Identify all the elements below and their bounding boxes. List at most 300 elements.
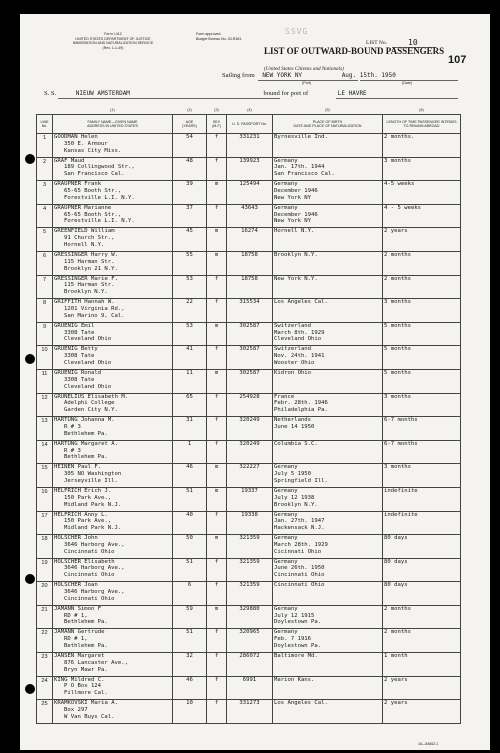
- birth-cell: [273, 322, 383, 346]
- age-value: 54: [186, 134, 193, 140]
- address-line: 91 Church Str.,: [64, 235, 115, 242]
- address-line: 305 NO Washington: [64, 471, 122, 478]
- length-cell: [383, 322, 461, 346]
- length-cell: [383, 299, 461, 323]
- passport-number: 19337: [241, 487, 258, 494]
- line-number: 21: [41, 606, 48, 613]
- line-number: 16: [41, 488, 48, 495]
- address-line: 3646 Harborg Ave.,: [64, 589, 125, 596]
- address-line: Brooklyn 21 N.Y.: [64, 265, 118, 272]
- line-number: 17: [41, 512, 48, 519]
- length-value: 2 months: [384, 605, 411, 612]
- name-address-cell: [53, 228, 173, 252]
- birth-cell: [273, 157, 383, 181]
- binder-hole: [25, 354, 35, 364]
- line-number: 8: [42, 300, 47, 307]
- name-address-cell: [53, 676, 173, 700]
- birth-line: July 5 1950: [274, 471, 312, 478]
- length-value: 4 - 5 weeks: [384, 204, 422, 211]
- birth-line: Germany: [274, 605, 298, 612]
- sailing-date: Aug. 15th. 1950: [341, 72, 396, 79]
- length-value: 3 months: [384, 393, 411, 400]
- sex-cell: [207, 369, 227, 393]
- birth-line: Germany: [274, 535, 298, 542]
- length-value: 5 months: [384, 346, 411, 353]
- birth-cell: [273, 417, 383, 441]
- table-row: [37, 299, 461, 323]
- port-caption: (Port): [302, 81, 311, 85]
- address-line: 115 Harman Str.: [64, 258, 115, 265]
- passenger-name: GRESSINGER Harry W.: [54, 251, 118, 258]
- address-line: Jerseyville Ill.: [64, 477, 118, 484]
- age-cell: [173, 417, 207, 441]
- birth-line: Germany: [274, 464, 298, 471]
- age-value: 51: [186, 629, 193, 636]
- col-header-name: FAMILY NAME—GIVEN NAME ADDRESS IN UNITED STATES: [53, 115, 173, 134]
- name-address-cell: [53, 393, 173, 417]
- agency-line: (Rev. 1-1-49): [102, 45, 124, 50]
- birth-line: Germany: [274, 629, 298, 636]
- age-cell: [173, 487, 207, 511]
- address-line: 350 E. Armour: [64, 140, 108, 147]
- binder-hole: [25, 154, 35, 164]
- line-no-cell: [37, 511, 53, 535]
- passenger-name: GRAF Maud: [54, 157, 85, 164]
- sex-value: m: [214, 228, 219, 235]
- passport-cell: [227, 299, 273, 323]
- passenger-name: GREENFIELD William: [54, 228, 115, 235]
- sex-value: f: [214, 511, 219, 518]
- length-cell: [383, 369, 461, 393]
- sex-cell: [207, 653, 227, 677]
- line-number: 3: [42, 182, 47, 189]
- sex-cell: [207, 535, 227, 559]
- address-line: San Francisco Cal.: [64, 171, 125, 178]
- birth-line: July 12 1938: [274, 494, 315, 501]
- birth-line: Germany: [274, 204, 298, 211]
- sex-value: f: [214, 629, 219, 636]
- age-cell: [173, 322, 207, 346]
- passport-cell: [227, 629, 273, 653]
- age-value: 55: [186, 251, 193, 258]
- ship-name: NIEUW AMSTERDAM: [75, 90, 130, 97]
- passport-cell: [227, 487, 273, 511]
- col-header-passport: U. S. PASSPORT No.: [227, 115, 273, 134]
- birth-line: San Francisco Cal.: [274, 171, 335, 178]
- column-number: (4): [247, 108, 252, 112]
- age-value: 37: [186, 204, 193, 211]
- header-row: [37, 115, 461, 134]
- name-address-cell: [53, 181, 173, 205]
- name-address-cell: [53, 251, 173, 275]
- sex-cell: [207, 558, 227, 582]
- length-cell: [383, 629, 461, 653]
- column-number: (1): [110, 108, 115, 112]
- sex-value: f: [214, 299, 219, 306]
- line-number: 11: [41, 370, 48, 377]
- sex-value: f: [214, 558, 219, 565]
- passport-cell: [227, 558, 273, 582]
- passenger-name: GRIFFITH Hannah W.: [54, 299, 115, 306]
- length-value: 2 months: [384, 275, 411, 282]
- address-line: Cincinnati Ohio: [64, 572, 115, 579]
- passport-cell: [227, 251, 273, 275]
- sex-value: m: [214, 322, 219, 329]
- address-line: Brooklyn N.Y.: [64, 289, 108, 296]
- passenger-name: GRAUPNER Marianne: [54, 204, 112, 211]
- passenger-name: HARTUNG Johanna M.: [54, 417, 115, 424]
- address-line: Midland Park N.J.: [64, 501, 122, 508]
- age-value: 22: [186, 299, 193, 306]
- address-line: Garden City N.Y.: [64, 407, 118, 414]
- length-value: 6-7 months: [384, 440, 418, 447]
- age-cell: [173, 464, 207, 488]
- birth-cell: [273, 700, 383, 724]
- table-row: [37, 535, 461, 559]
- address-line: Box 297: [64, 707, 88, 714]
- line-no-cell: [37, 676, 53, 700]
- birth-cell: [273, 605, 383, 629]
- address-line: R # 3: [64, 447, 81, 454]
- birth-line: Philadelphia Pa.: [274, 407, 328, 414]
- name-address-cell: [53, 440, 173, 464]
- birth-line: Wooster Ohio: [274, 359, 315, 366]
- passenger-name: GRUENIG Betty: [54, 346, 98, 353]
- line-no-cell: [37, 440, 53, 464]
- age-value: 31: [186, 417, 193, 424]
- table-row: [37, 676, 461, 700]
- sex-value: f: [214, 134, 219, 140]
- passport-number: 322227: [239, 464, 260, 471]
- col-header-sex: SEX (M-F): [207, 115, 227, 134]
- age-value: 40: [186, 511, 193, 518]
- passport-number: 19338: [241, 511, 258, 518]
- column-number: (5): [325, 108, 330, 112]
- passport-cell: [227, 204, 273, 228]
- line-no-cell: [37, 299, 53, 323]
- faded-stamp: SSVG: [285, 27, 309, 36]
- length-value: 1 month: [384, 653, 408, 660]
- birth-line: Springfield Ill.: [274, 477, 328, 484]
- length-cell: [383, 275, 461, 299]
- length-value: indefinite: [384, 487, 418, 494]
- birth-line: Los Angeles Cal.: [274, 700, 328, 707]
- table-row: [37, 582, 461, 606]
- sex-cell: [207, 228, 227, 252]
- line-number: 15: [41, 465, 48, 472]
- address-line: 876 Lancaster Ave.,: [64, 659, 128, 666]
- length-value: 6-7 months: [384, 417, 418, 424]
- passport-cell: [227, 676, 273, 700]
- line-no-cell: [37, 605, 53, 629]
- address-line: Hornell N.Y.: [64, 241, 105, 248]
- table-row: [37, 511, 461, 535]
- birth-line: Switzerland: [274, 346, 312, 353]
- birth-line: New York N.Y.: [274, 275, 318, 282]
- passport-cell: [227, 134, 273, 158]
- age-cell: [173, 157, 207, 181]
- passport-number: 125494: [239, 181, 260, 188]
- address-line: 65-65 Booth Str.,: [64, 187, 122, 194]
- passport-number: 321359: [239, 558, 260, 565]
- birth-line: Germany: [274, 558, 298, 565]
- age-value: 45: [186, 228, 193, 235]
- birth-cell: [273, 299, 383, 323]
- birth-cell: [273, 535, 383, 559]
- sex-cell: [207, 676, 227, 700]
- passenger-name: KRAMKOVSKI Maria A.: [54, 700, 118, 707]
- table-row: [37, 322, 461, 346]
- line-no-cell: [37, 487, 53, 511]
- line-number: 20: [41, 583, 48, 590]
- address-line: RD # 1,: [64, 636, 88, 643]
- passport-number: 320249: [239, 417, 260, 424]
- line-no-cell: [37, 228, 53, 252]
- passport-cell: [227, 440, 273, 464]
- name-address-cell: [53, 582, 173, 606]
- table-row: [37, 487, 461, 511]
- length-cell: [383, 393, 461, 417]
- length-value: 2 years: [384, 700, 408, 707]
- age-cell: [173, 275, 207, 299]
- birth-line: Jan. 17th. 1944: [274, 164, 325, 171]
- sex-value: m: [214, 369, 219, 376]
- sex-value: m: [214, 605, 219, 612]
- table-row: [37, 251, 461, 275]
- age-value: 1: [187, 440, 192, 447]
- age-cell: [173, 582, 207, 606]
- length-value: 2 months.: [384, 134, 415, 140]
- passenger-name: JAMANN Gertrude: [54, 629, 105, 636]
- passport-cell: [227, 346, 273, 370]
- length-cell: [383, 251, 461, 275]
- address-line: 150 Park Ave.,: [64, 518, 112, 525]
- line-number: 25: [41, 701, 48, 708]
- length-cell: [383, 181, 461, 205]
- name-address-cell: [53, 275, 173, 299]
- age-cell: [173, 181, 207, 205]
- length-cell: [383, 676, 461, 700]
- age-value: 46: [186, 464, 193, 471]
- table-row: [37, 700, 461, 724]
- sex-value: m: [214, 464, 219, 471]
- passport-cell: [227, 275, 273, 299]
- line-no-cell: [37, 629, 53, 653]
- sex-cell: [207, 157, 227, 181]
- birth-cell: [273, 134, 383, 158]
- length-value: 80 days: [384, 558, 408, 565]
- sex-value: m: [214, 487, 219, 494]
- address-line: 189 Collingwood Str.,: [64, 164, 135, 171]
- col-header-line-no: LINE No.: [37, 115, 53, 134]
- birth-line: Germany: [274, 157, 298, 164]
- age-value: 32: [186, 653, 193, 660]
- line-no-cell: [37, 346, 53, 370]
- sex-cell: [207, 511, 227, 535]
- passport-number: 320249: [239, 440, 260, 447]
- sex-value: f: [214, 393, 219, 400]
- passenger-name: GOODMAN Helen: [54, 134, 98, 140]
- birth-cell: [273, 464, 383, 488]
- sex-value: f: [214, 157, 219, 164]
- passport-number: 331273: [239, 700, 260, 707]
- name-address-cell: [53, 134, 173, 158]
- name-address-cell: [53, 322, 173, 346]
- line-no-cell: [37, 700, 53, 724]
- birth-cell: [273, 251, 383, 275]
- age-value: 48: [186, 157, 193, 164]
- sex-value: m: [214, 535, 219, 542]
- approval-line: Budget Bureau No. 43-R361.: [196, 36, 243, 41]
- column-number: (6): [419, 108, 424, 112]
- birth-line: Netherlands: [274, 417, 312, 424]
- birth-line: March 8th. 1929: [274, 329, 325, 336]
- passport-number: 320965: [239, 629, 260, 636]
- line-no-cell: [37, 275, 53, 299]
- passport-cell: [227, 511, 273, 535]
- birth-cell: [273, 558, 383, 582]
- address-line: Midland Park N.J.: [64, 525, 122, 532]
- passport-number: 302587: [239, 369, 260, 376]
- sex-cell: [207, 393, 227, 417]
- age-cell: [173, 204, 207, 228]
- binder-hole: [25, 574, 35, 584]
- name-address-cell: [53, 487, 173, 511]
- length-value: 4-5 weeks: [384, 181, 415, 188]
- age-cell: [173, 251, 207, 275]
- line-number: 18: [41, 536, 48, 543]
- birth-line: Cincinnati Ohio: [274, 572, 325, 579]
- sex-cell: [207, 299, 227, 323]
- address-line: Cincinnati Ohio: [64, 595, 115, 602]
- length-cell: [383, 535, 461, 559]
- age-cell: [173, 676, 207, 700]
- sex-value: f: [214, 676, 219, 683]
- table-row: [37, 181, 461, 205]
- bound-label: bound for port of: [263, 90, 309, 97]
- sex-cell: [207, 629, 227, 653]
- age-value: 51: [186, 558, 193, 565]
- passport-cell: [227, 653, 273, 677]
- name-address-cell: [53, 605, 173, 629]
- passenger-name: GRESSINGER Marie F.: [54, 275, 118, 282]
- sex-value: f: [214, 346, 219, 353]
- sailing-label: Sailing from: [222, 72, 255, 79]
- line-number: 5: [42, 229, 47, 236]
- col-header-length: LENGTH OF TIME PASSENGER INTENDS TO REMAIN ABROAD: [383, 115, 461, 134]
- table-row: [37, 157, 461, 181]
- passport-number: 286072: [239, 653, 260, 660]
- length-cell: [383, 157, 461, 181]
- passport-number: 139923: [239, 157, 260, 164]
- age-cell: [173, 700, 207, 724]
- binder-hole: [25, 684, 35, 694]
- sex-value: m: [214, 181, 219, 188]
- length-cell: [383, 700, 461, 724]
- address-line: 3308 Tate: [64, 329, 95, 336]
- passport-number: 43643: [241, 204, 258, 211]
- line-number: 10: [41, 347, 48, 354]
- age-cell: [173, 558, 207, 582]
- age-value: 46: [186, 676, 193, 683]
- passport-number: 18758: [241, 275, 258, 282]
- age-cell: [173, 440, 207, 464]
- passport-number: 315534: [239, 299, 260, 306]
- length-cell: [383, 582, 461, 606]
- passenger-name: HOLSCHER Elisabeth: [54, 558, 115, 565]
- address-line: Adelphi College: [64, 400, 115, 407]
- table-row: [37, 629, 461, 653]
- address-line: 3308 Tate: [64, 353, 95, 360]
- passenger-name: HOLSCHER John: [54, 535, 98, 542]
- address-line: Bethlehem Pa.: [64, 430, 108, 437]
- address-line: San Marino 9, Cal.: [64, 312, 125, 319]
- sex-cell: [207, 346, 227, 370]
- address-line: Bethlehem Pa.: [64, 643, 108, 650]
- ss-label: S. S.: [44, 90, 57, 97]
- passenger-name: HARTUNG Margaret A.: [54, 440, 118, 447]
- name-address-cell: [53, 157, 173, 181]
- birth-line: Cleveland Ohio: [274, 336, 322, 343]
- sex-cell: [207, 464, 227, 488]
- page-title: LIST OF OUTWARD-BOUND PASSENGERS: [264, 46, 445, 56]
- line-number: 22: [41, 630, 48, 637]
- birth-line: Baltimore Md.: [274, 653, 318, 660]
- table-row: [37, 204, 461, 228]
- length-cell: [383, 653, 461, 677]
- length-cell: [383, 346, 461, 370]
- birth-line: Germany: [274, 181, 298, 188]
- name-address-cell: [53, 511, 173, 535]
- sex-cell: [207, 417, 227, 441]
- line-no-cell: [37, 417, 53, 441]
- age-value: 10: [186, 700, 193, 707]
- line-number: 7: [42, 276, 47, 283]
- age-value: 50: [186, 535, 193, 542]
- passport-number: 18758: [241, 251, 258, 258]
- sex-value: f: [214, 653, 219, 660]
- sex-cell: [207, 605, 227, 629]
- passenger-name: KING Mildred C.: [54, 676, 105, 683]
- age-cell: [173, 535, 207, 559]
- length-value: 3 months: [384, 157, 411, 164]
- col-header-birth: PLACE OF BIRTH DATE AND PLACE OF NATURALIZATION: [273, 115, 383, 134]
- name-address-cell: [53, 558, 173, 582]
- sex-cell: [207, 582, 227, 606]
- passport-cell: [227, 157, 273, 181]
- birth-cell: [273, 369, 383, 393]
- birth-cell: [273, 582, 383, 606]
- line-number: 13: [41, 418, 48, 425]
- destination-underline: [336, 98, 458, 99]
- length-cell: [383, 487, 461, 511]
- passenger-name: JAMANN Simon F: [54, 605, 102, 612]
- passport-number: 254928: [239, 393, 260, 400]
- birth-line: Febr. 28th. 1946: [274, 400, 328, 407]
- birth-line: July 12 1915: [274, 612, 315, 619]
- birth-line: Nov. 24th. 1941: [274, 353, 325, 360]
- address-line: 65-65 Booth Str.,: [64, 211, 122, 218]
- birth-cell: [273, 346, 383, 370]
- page-number: 107: [448, 54, 467, 66]
- length-value: 3 months: [384, 464, 411, 471]
- name-address-cell: [53, 204, 173, 228]
- address-line: Bethlehem Pa.: [64, 619, 108, 626]
- length-value: 5 months: [384, 322, 411, 329]
- table-row: [37, 605, 461, 629]
- sex-cell: [207, 134, 227, 158]
- birth-line: Germany: [274, 487, 298, 494]
